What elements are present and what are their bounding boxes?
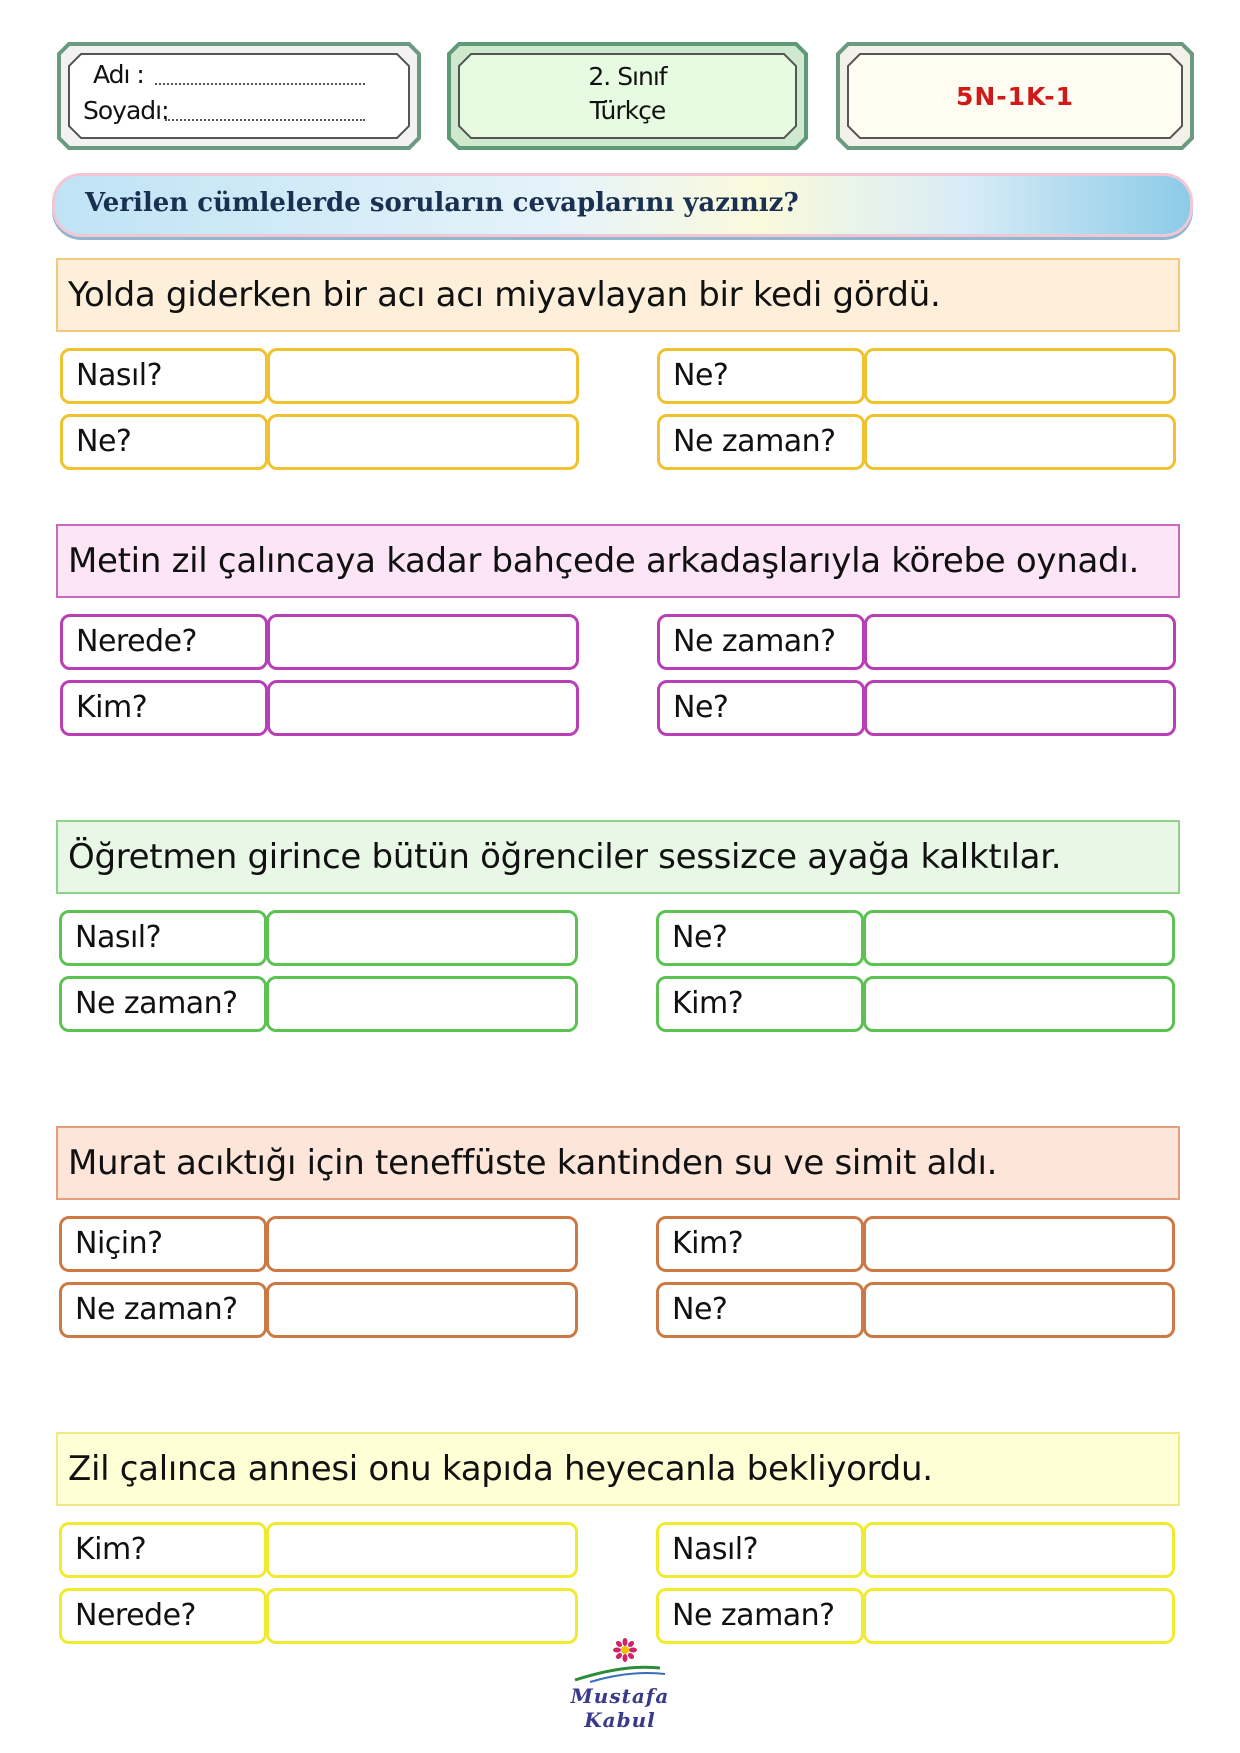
author-logo	[535, 1638, 705, 1732]
answer-field[interactable]	[864, 414, 1176, 470]
answer-field[interactable]	[266, 910, 578, 966]
question-label: Ne zaman?	[657, 614, 865, 670]
sentence-4: Murat acıktığı için teneffüste kantinden su ve simit aldı.	[56, 1126, 1180, 1200]
answer-field[interactable]	[267, 614, 579, 670]
surname-field[interactable]	[165, 119, 365, 121]
question-label: Ne zaman?	[59, 1282, 267, 1338]
sentence-1: Yolda giderken bir acı acı miyavlayan bir kedi gördü.	[56, 258, 1180, 332]
question-label: Nerede?	[60, 614, 268, 670]
question-label: Ne?	[60, 414, 268, 470]
answer-field[interactable]	[266, 1522, 578, 1578]
question-label: Kim?	[656, 976, 864, 1032]
question-label: Niçin?	[59, 1216, 267, 1272]
answer-field[interactable]	[864, 348, 1176, 404]
answer-field[interactable]	[863, 1522, 1175, 1578]
question-label: Kim?	[656, 1216, 864, 1272]
answer-field[interactable]	[267, 348, 579, 404]
sentence-3: Öğretmen girince bütün öğrenciler sessizce ayağa kalktılar.	[56, 820, 1180, 894]
answer-field[interactable]	[864, 614, 1176, 670]
grade-text: 2. Sınıf	[588, 62, 667, 91]
answer-field[interactable]	[266, 976, 578, 1032]
answer-field[interactable]	[266, 1216, 578, 1272]
answer-field[interactable]	[863, 910, 1175, 966]
answer-field[interactable]	[266, 1282, 578, 1338]
question-label: Ne zaman?	[657, 414, 865, 470]
code-plaque	[834, 40, 1196, 152]
answer-field[interactable]	[267, 414, 579, 470]
worksheet-code: 5N-1K-1	[955, 82, 1075, 111]
name-plaque	[55, 40, 423, 152]
question-label: Ne?	[657, 680, 865, 736]
sentence-2: Metin zil çalıncaya kadar bahçede arkadaşlarıyla körebe oynadı.	[56, 524, 1180, 598]
flower-icon	[535, 1638, 705, 1688]
question-label: Nasıl?	[60, 348, 268, 404]
question-label: Ne?	[656, 1282, 864, 1338]
answer-field[interactable]	[863, 1282, 1175, 1338]
logo-text: Mustafa Kabul	[570, 1684, 670, 1732]
sentence-5: Zil çalınca annesi onu kapıda heyecanla bekliyordu.	[56, 1432, 1180, 1506]
question-label: Ne?	[656, 910, 864, 966]
name-label: Adı :	[93, 60, 144, 89]
answer-field[interactable]	[267, 680, 579, 736]
subject-text: Türkçe	[589, 96, 666, 125]
question-label: Ne?	[657, 348, 865, 404]
answer-field[interactable]	[864, 680, 1176, 736]
question-label: Ne zaman?	[656, 1588, 864, 1644]
answer-field[interactable]	[863, 1588, 1175, 1644]
answer-field[interactable]	[863, 976, 1175, 1032]
question-label: Nasıl?	[59, 910, 267, 966]
instruction-bar	[55, 176, 1190, 234]
instruction-text: Verilen cümlelerde soruların cevaplarını yazınız?	[85, 188, 799, 218]
surname-label: Soyadı:	[83, 96, 169, 125]
question-label: Kim?	[59, 1522, 267, 1578]
name-field[interactable]	[155, 83, 365, 85]
question-label: Kim?	[60, 680, 268, 736]
question-label: Nasıl?	[656, 1522, 864, 1578]
question-label: Nerede?	[59, 1588, 267, 1644]
answer-field[interactable]	[266, 1588, 578, 1644]
grade-plaque	[445, 40, 810, 152]
answer-field[interactable]	[863, 1216, 1175, 1272]
question-label: Ne zaman?	[59, 976, 267, 1032]
